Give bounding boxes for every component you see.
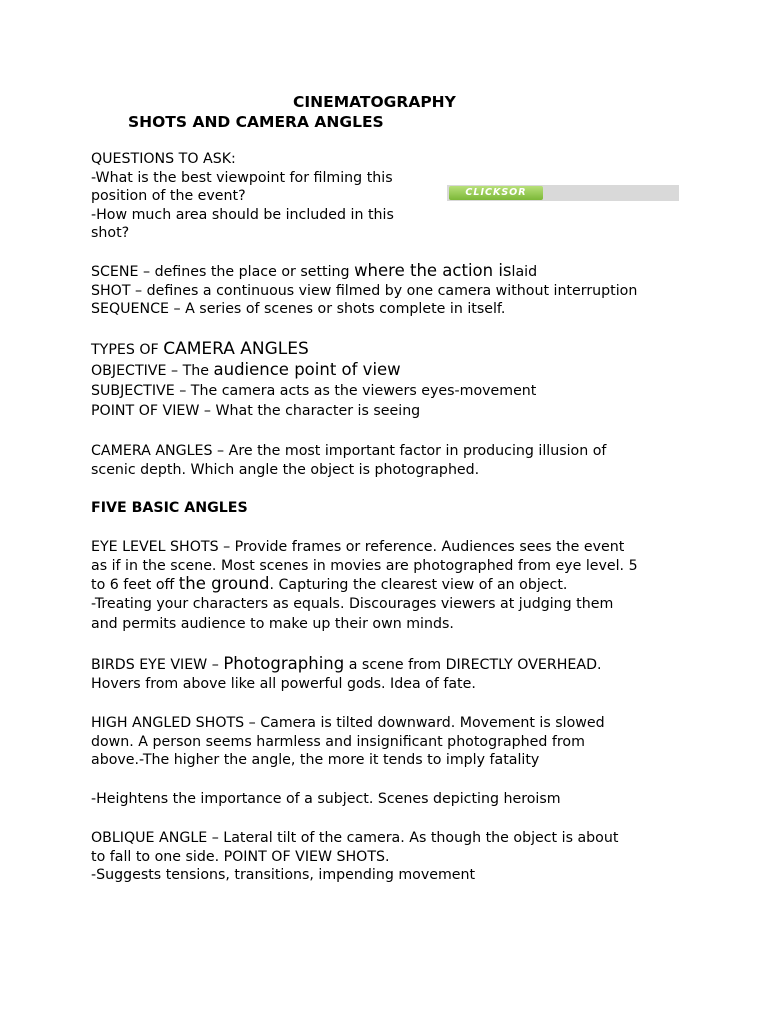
question-1-line-1: -What is the best viewpoint for filming this [91, 169, 393, 186]
types-heading: TYPES OF CAMERA ANGLES [91, 339, 309, 359]
camera-angles-paragraph: CAMERA ANGLES – Are the most important factor in producing illusion of scenic depth. Which angle the object is photographed. [91, 443, 607, 478]
document-subtitle: SHOTS AND CAMERA ANGLES [128, 113, 384, 131]
document-title: CINEMATOGRAPHY [293, 93, 456, 111]
subjective-item: SUBJECTIVE – The camera acts as the viewers eyes-movement [91, 383, 537, 399]
question-2-line-1: -How much area should be included in this [91, 206, 394, 223]
questions-heading: QUESTIONS TO ASK: [91, 151, 236, 167]
definitions-section [91, 262, 691, 319]
scene-definition: SCENE – defines the place or setting where the action islaid [91, 261, 538, 280]
oblique-section: OBLIQUE ANGLE – Lateral tilt of the camera. As though the object is about to fall to one side. POINT OF VIEW SHOTS. -Suggests tensions, transitions, impending movement [91, 830, 619, 883]
shot-definition: SHOT – defines a continuous view filmed by one camera without interruption [91, 282, 638, 299]
eye-level-section: EYE LEVEL SHOTS – Provide frames or reference. Audiences sees the event as if in the scene. Most scenes in movies are photographed from eye level. 5 to 6 feet off the ground. Capturing the clearest view of an object. -Treating your characters as equals. Discourages viewers at judging them and permits audience to make up their own minds. [91, 539, 638, 632]
clicksor-logo[interactable]: CLICKSOR [449, 186, 543, 200]
sequence-definition: SEQUENCE – A series of scenes or shots complete in itself. [91, 301, 506, 317]
five-basic-angles-heading: FIVE BASIC ANGLES [91, 500, 248, 516]
pov-item: POINT OF VIEW – What the character is seeing [91, 403, 421, 419]
high-angle-note: -Heightens the importance of a subject. Scenes depicting heroism [91, 791, 561, 807]
ad-banner[interactable] [447, 185, 679, 201]
objective-item: OBJECTIVE – The audience point of view [91, 360, 401, 379]
types-section [91, 339, 691, 421]
question-1-line-2: position of the event? [91, 188, 246, 204]
birds-eye-section: BIRDS EYE VIEW – Photographing a scene from DIRECTLY OVERHEAD. Hovers from above like all powerful gods. Idea of fate. [91, 654, 602, 692]
high-angle-section: HIGH ANGLED SHOTS – Camera is tilted downward. Movement is slowed down. A person seems harmless and insignificant photographed from above.-The higher the angle, the more it tends to imply fatality [91, 715, 605, 768]
question-2-line-2: shot? [91, 225, 130, 241]
